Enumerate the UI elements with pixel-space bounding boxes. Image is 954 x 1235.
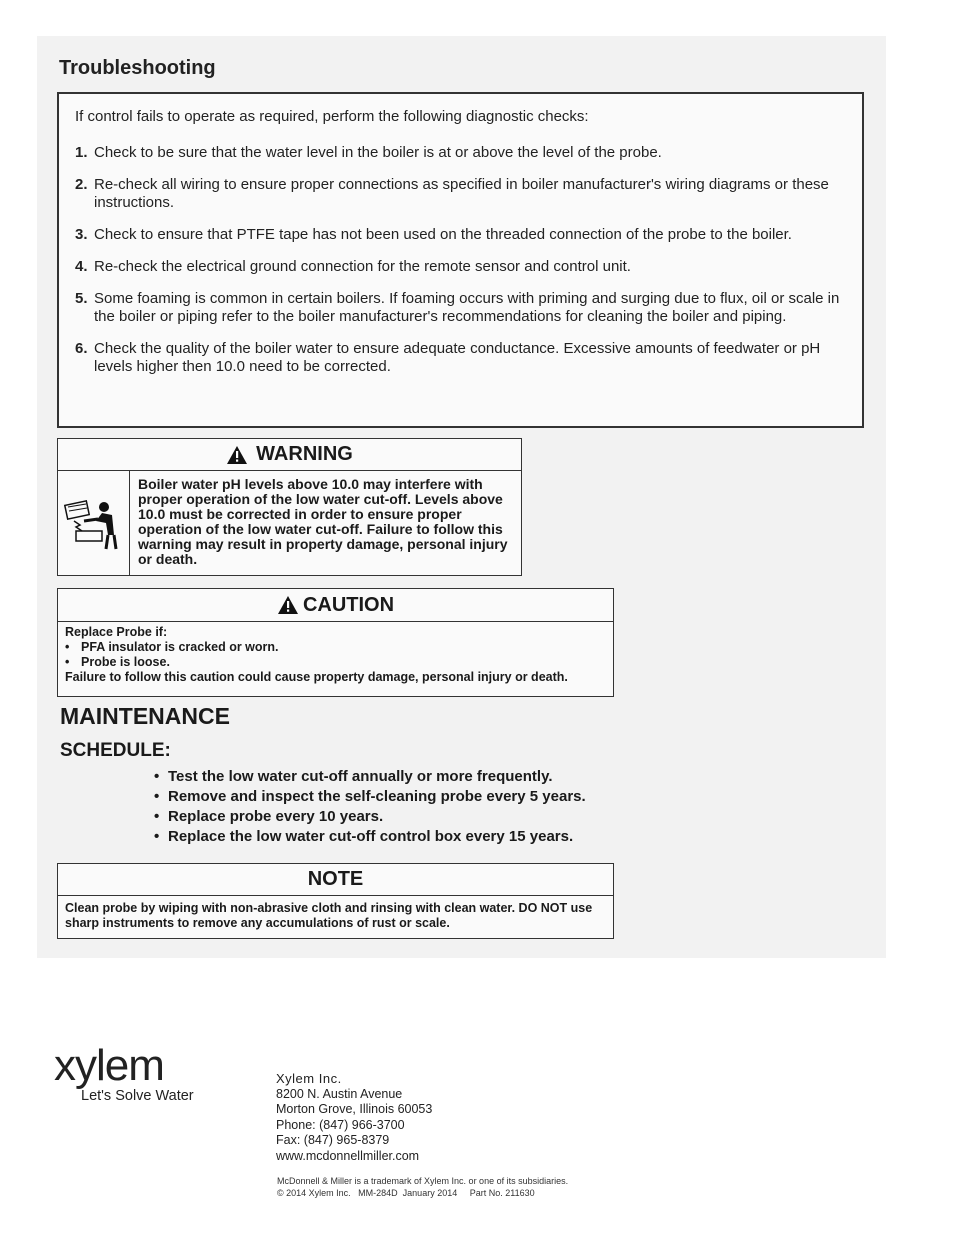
schedule-item-text: Test the low water cut-off annually or more frequently. <box>168 768 553 785</box>
diagnostic-check <box>75 176 846 212</box>
diagnostic-check <box>75 290 846 326</box>
warning-triangle-icon <box>226 445 248 465</box>
maintenance-title: MAINTENANCE <box>60 703 230 729</box>
schedule-item: • Remove and inspect the self-cleaning probe every 5 years. <box>154 788 586 805</box>
company-name: Xylem Inc. <box>276 1071 342 1086</box>
caution-bullet: • PFA insulator is cracked or worn. <box>65 640 279 654</box>
diagnostic-check-list <box>75 144 846 376</box>
schedule-list <box>154 767 586 847</box>
schedule-item: • Replace probe every 10 years. <box>154 808 384 825</box>
note-box <box>57 863 614 939</box>
caution-lead: Replace Probe if: <box>65 625 168 639</box>
check-text: Check to ensure that PTFE tape has not been used on the threaded connection of the probe to the boiler. <box>94 226 792 243</box>
fax-number: Fax: (847) 965-8379 <box>276 1133 390 1147</box>
check-number: 4. <box>75 258 88 275</box>
caution-box <box>57 588 614 697</box>
check-text: Check the quality of the boiler water to ensure adequate conductance. Excessive amounts of feedwater or pH levels higher then 10.0 need to be corrected. <box>94 340 821 375</box>
warning-header <box>58 439 521 471</box>
warning-box <box>57 438 522 576</box>
copyright-line: © 2014 Xylem Inc. MM-284D January 2014 Part No. 211630 <box>277 1188 535 1198</box>
check-number: 1. <box>75 144 88 161</box>
check-text: Check to be sure that the water level in the boiler is at or above the level of the probe. <box>94 144 662 161</box>
caution-bullet-text: Probe is loose. <box>81 655 170 669</box>
caution-heading: CAUTION <box>302 593 395 616</box>
warning-triangle-icon <box>277 595 299 615</box>
warning-heading: WARNING <box>256 443 353 465</box>
caution-footer: Failure to follow this caution could cause property damage, personal injury or death. <box>65 670 568 684</box>
check-text: Re-check all wiring to ensure proper connections as specified in boiler manufacturer's wiring diagrams or these instructions. <box>94 176 829 211</box>
schedule-item: • Replace the low water cut-off control box every 15 years. <box>154 828 574 845</box>
check-number: 5. <box>75 290 88 307</box>
diagnostic-check <box>75 340 846 376</box>
xylem-logo <box>54 1043 234 1107</box>
caution-bullet: • Probe is loose. <box>65 655 170 669</box>
diagnostic-check <box>75 144 846 162</box>
warning-text: Boiler water pH levels above 10.0 may interfere with proper operation of the low water cut-off. Levels above 10.0 must be corrected in order to ensure proper operation of the low water cut-off. Failure to follow this warning may result in property damage, personal injury or death. <box>138 476 508 567</box>
schedule-item-text: Replace the low water cut-off control box every 15 years. <box>168 828 574 845</box>
trademark-notice: McDonnell & Miller is a trademark of Xylem Inc. or one of its subsidiaries. <box>277 1176 569 1186</box>
check-number: 6. <box>75 340 88 357</box>
check-text: Some foaming is common in certain boilers. If foaming occurs with priming and surging due to flux, oil or scale in the boiler or piping refer to the boiler manufacturer's recommendations for cleaning the boiler and piping. <box>94 290 840 325</box>
fine-print <box>277 1175 568 1199</box>
electric-shock-hazard-icon <box>62 491 126 555</box>
schedule-item-text: Remove and inspect the self-cleaning probe every 5 years. <box>168 788 586 805</box>
troubleshooting-intro: If control fails to operate as required, perform the following diagnostic checks: <box>75 108 589 125</box>
note-heading: NOTE <box>307 868 364 890</box>
check-text: Re-check the electrical ground connection for the remote sensor and control unit. <box>94 258 631 275</box>
troubleshooting-box <box>57 92 864 428</box>
note-header <box>58 864 613 896</box>
shock-hazard-pictogram <box>58 471 130 575</box>
caution-bullet-text: PFA insulator is cracked or worn. <box>81 640 279 654</box>
schedule-item-text: Replace probe every 10 years. <box>168 808 384 825</box>
check-number: 2. <box>75 176 88 193</box>
address-line: Morton Grove, Illinois 60053 <box>276 1102 433 1116</box>
schedule-title: SCHEDULE: <box>60 740 171 761</box>
check-number: 3. <box>75 226 88 243</box>
diagnostic-check <box>75 226 846 244</box>
caution-header <box>58 589 613 622</box>
address-line: 8200 N. Austin Avenue <box>276 1086 403 1101</box>
website-url: www.mcdonnellmiller.com <box>276 1148 420 1163</box>
note-text: Clean probe by wiping with non-abrasive cloth and rinsing with clean water. DO NOT use sharp instruments to remove any accumulations of rust or scale. <box>65 901 593 930</box>
schedule-item: • Test the low water cut-off annually or more frequently. <box>154 768 553 785</box>
troubleshooting-title: Troubleshooting <box>59 57 216 79</box>
logo-wordmark: xylem <box>54 1041 164 1090</box>
phone-number: Phone: (847) 966-3700 <box>276 1117 405 1132</box>
logo-tagline: Let's Solve Water <box>81 1088 194 1104</box>
company-address <box>276 1071 432 1164</box>
diagnostic-check <box>75 258 846 276</box>
